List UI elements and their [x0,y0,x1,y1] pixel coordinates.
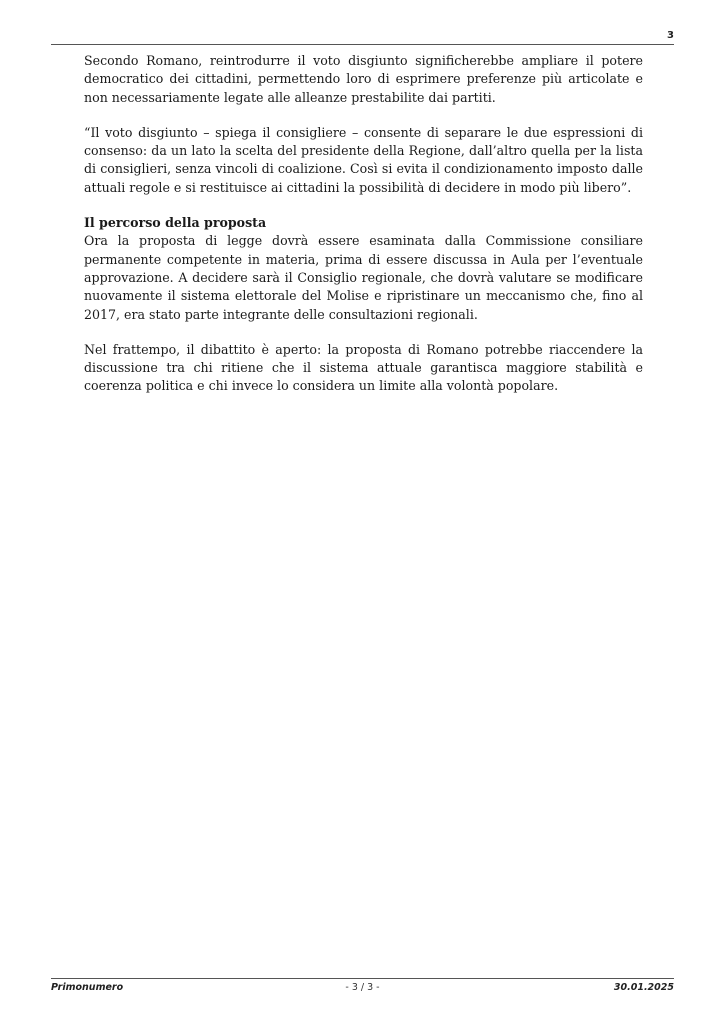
footer-date: 30.01.2025 [613,982,674,993]
article-paragraph-1: Secondo Romano, reintrodurre il voto disgiunto significherebbe ampliare il potere democratico dei cittadini, permettendo loro di esprimere preferenze più articolate e non necessariamente legate alle alleanze prestabilite dai partiti. [84,53,643,105]
footer-pagination: - 3 / 3 - [345,982,380,993]
article-body [84,52,643,413]
article-paragraph-4: Nel frattempo, il dibattito è aperto: la proposta di Romano potrebbe riaccendere la discussione tra chi ritiene che il sistema attuale garantisca maggiore stabilità e coerenza politica e chi invece lo considera un limite alla volontà popolare. [84,341,643,394]
header-divider [51,44,674,45]
footer-source: Primonumero [51,982,124,993]
footer-divider [51,978,674,979]
article-paragraph-2: “Il voto disgiunto – spiega il consigliere – consente di separare le due espressioni di consenso: da un lato la scelta del presidente della Regione, dall’altro quella per la lista di consiglieri, senza vincoli di coalizione. Così si evita il condizionamento imposto dalle attuali regole e si restituisce ai cittadini la possibilità di decidere in modo più libero”. [84,124,643,195]
page-footer [51,982,674,996]
article-paragraph-3: Ora la proposta di legge dovrà essere esaminata dalla Commissione consiliare permanente competente in materia, prima di essere discussa in Aula per l’eventuale approvazione. A decidere sarà il Consiglio regionale, che dovrà valutare se modificare nuovamente il sistema elettorale del Molise e ripristinare un meccanismo che, fino al 2017, era stato parte integrante delle consultazioni regionali. [84,233,643,322]
page-number: 3 [667,30,674,41]
section-heading: Il percorso della proposta [84,215,267,231]
